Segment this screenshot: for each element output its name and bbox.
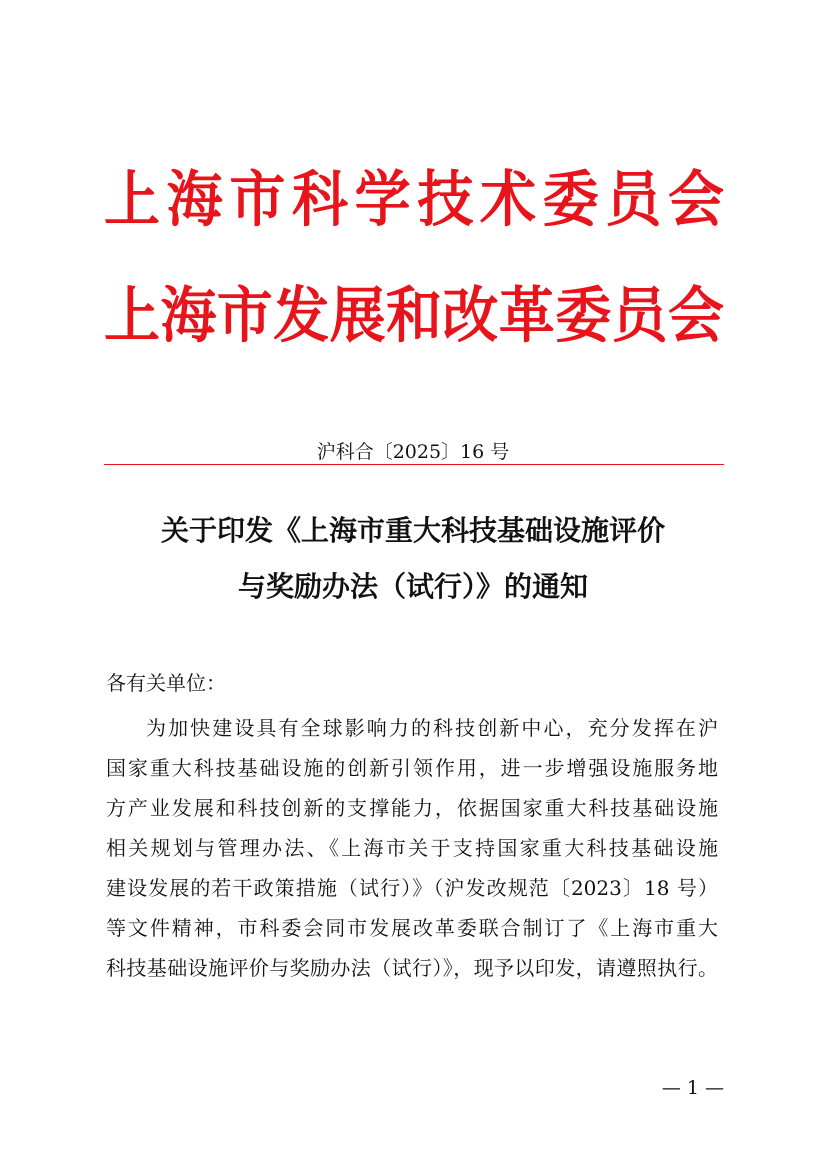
document-number: 沪科合〔2025〕16 号 [316, 441, 510, 463]
red-divider-line [104, 464, 724, 465]
body-line: 科技基础设施评价与奖励办法（试行）》，现予以印发，请遵照执行。 [106, 956, 718, 980]
body-line: 为加快建设具有全球影响力的科技创新中心，充分发挥在沪 [146, 716, 718, 740]
issuing-org-name-2: 上海市发展和改革委员会 [104, 280, 724, 351]
issuing-org-name-1: 上海市科学技术委员会 [104, 164, 724, 235]
salutation: 各有关单位： [106, 671, 226, 695]
body-paragraph [106, 708, 718, 988]
body-line: 国家重大科技基础设施的创新引领作用，进一步增强设施服务地 [106, 756, 718, 780]
document-title-line-2: 与奖励办法（试行）》的通知 [237, 570, 588, 603]
body-line: 等文件精神，市科委会同市发展改革委联合制订了《上海市重大 [106, 916, 718, 940]
body-line: 建设发展的若干政策措施（试行）》（沪发改规范〔2023〕18 号） [106, 876, 718, 900]
body-line: 方产业发展和科技创新的支撑能力，依据国家重大科技基础设施 [106, 796, 718, 820]
document-title-line-1: 关于印发《上海市重大科技基础设施评价 [160, 514, 665, 547]
body-line: 相关规划与管理办法、《上海市关于支持国家重大科技基础设施 [106, 836, 718, 860]
page-number: — 1 — [661, 1077, 724, 1099]
